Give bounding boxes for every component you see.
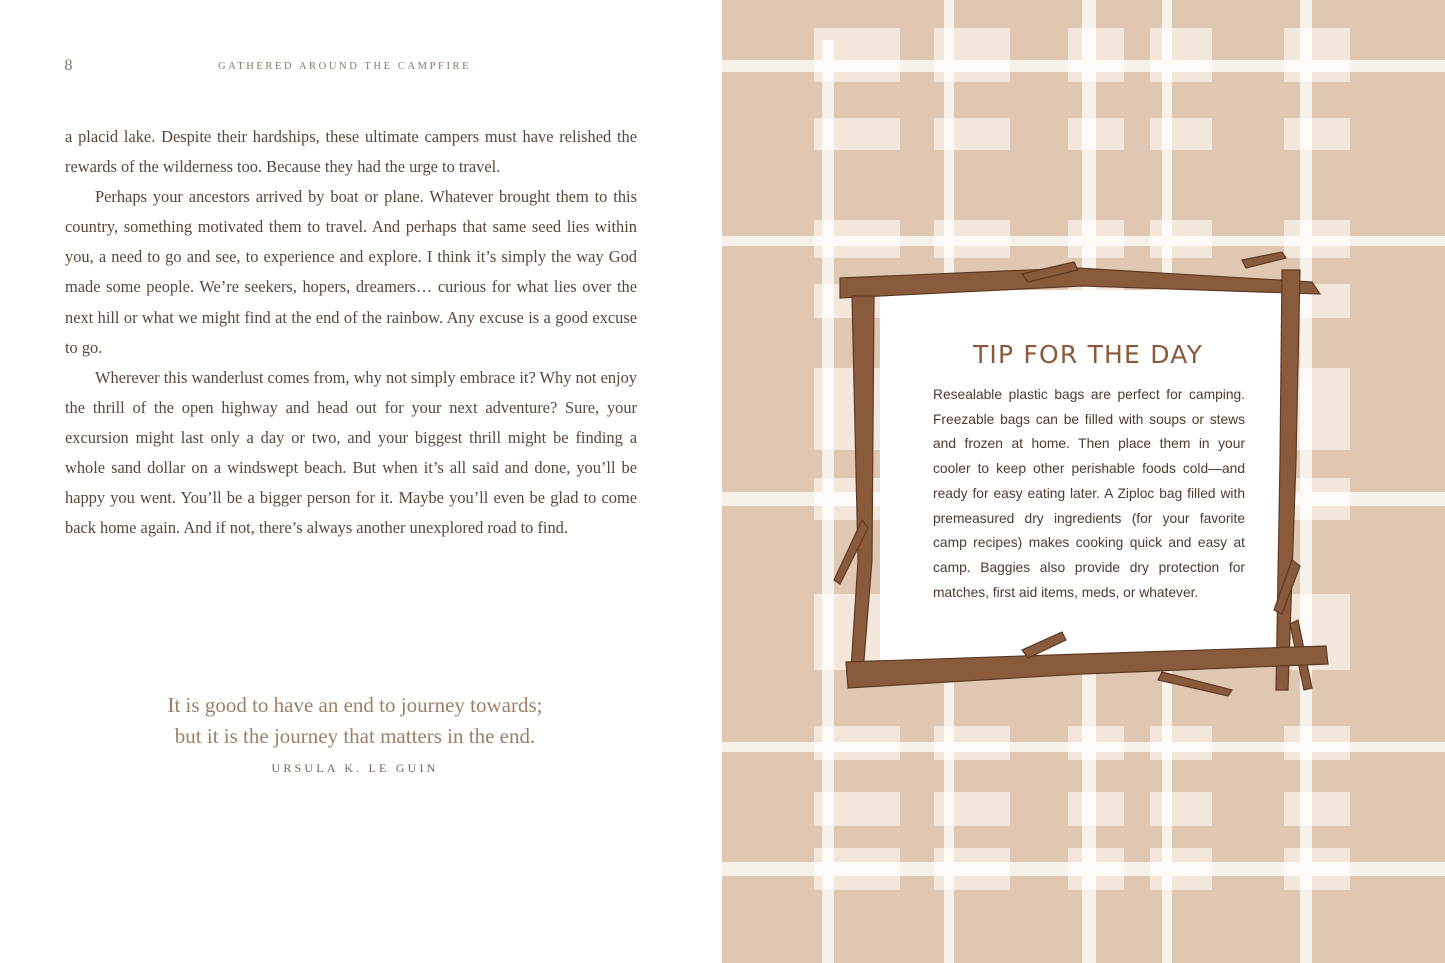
left-page [0,0,722,963]
tip-text: Resealable plastic bags are perfect for camping. Freezable bags can be filled with soups or stews and frozen at home. Then place them in your cooler to keep other perishable foods cold—and ready for easy eating later. A Ziploc bag filled with premeasured dry ingredients (for your favorite camp recipes) makes cooking quick and easy at camp. Baggies also provide dry protection for matches, first aid items, meds, or whatever. [933,387,1245,600]
quote-line: but it is the journey that matters in the end. [174,724,536,748]
running-head: GATHERED AROUND THE CAMPFIRE [218,61,472,72]
quote-attribution: URSULA K. LE GUIN [271,761,439,775]
paragraph: Perhaps your ancestors arrived by boat or plane. Whatever brought them to this country, something motivated them to travel. And perhaps that same seed lies within you, a need to go and see, to experience and explore. I think it’s simply the way God made some people. We’re seekers, hopers, dreamers… curious for what lies over the next hill or what we might find at the end of the rainbow. Any excuse is a good excuse to go. [65,187,637,357]
paragraph: a placid lake. Despite their hardships, these ultimate campers must have relished the rewards of the wilderness too. Because they had the urge to travel. [65,127,637,177]
paragraph: Wherever this wanderlust comes from, why not simply embrace it? Why not enjoy the thrill of the open highway and head out for your next adventure? Sure, your excursion might last only a day or two, and your biggest thrill might be finding a whole sand dollar on a windswept beach. But when it’s all said and done, you’ll be happy you went. You’ll be a bigger person for it. Maybe you’ll even be glad to come back home again. And if not, there’s always another unexplored road to find. [65,367,637,538]
tip-title: TIP FOR THE DAY [972,340,1204,369]
body-text [65,122,637,543]
quote-line: It is good to have an end to journey towards; [167,693,543,717]
page-number: 8 [64,58,73,74]
right-page [722,0,1445,963]
epigraph-quote [100,690,610,752]
